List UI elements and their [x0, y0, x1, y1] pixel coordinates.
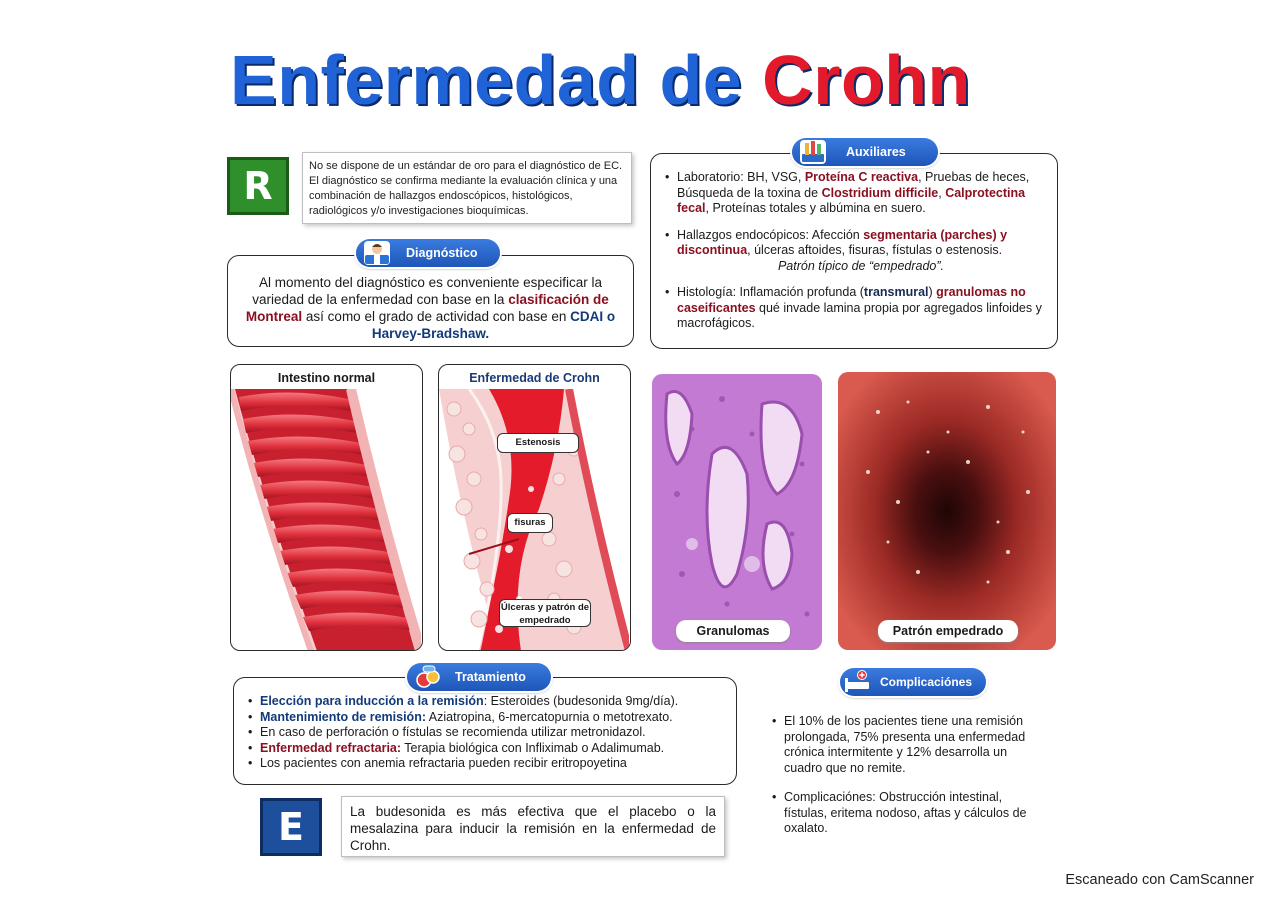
- intestino-normal-panel: [230, 364, 423, 651]
- tx-mantenimiento: [260, 710, 726, 726]
- intestino-normal-title: Intestino normal: [277, 371, 376, 385]
- tratamiento-header: [407, 663, 551, 691]
- aux-laboratorio: [677, 170, 1045, 217]
- aux-lab-clostridium: Clostridium difficile: [821, 185, 939, 200]
- callout-estenosis: Estenosis: [497, 433, 579, 453]
- doctor-icon: [364, 241, 390, 265]
- dx-keyword-cdai: CDAI o Harvey-Bradshaw.: [371, 309, 616, 341]
- aux-histologia: [677, 285, 1045, 332]
- patron-empedrado-image: [838, 372, 1056, 650]
- aux-lab-text-2: , Pruebas de heces, Búsqueda de la toxina de: [677, 170, 1030, 200]
- tratamiento-box: [233, 677, 737, 785]
- tx-induccion-key: Elección para inducción a la remisión: [260, 694, 484, 708]
- evidence-note: La budesonida es más efectiva que el placebo o la mesalazina para inducir la remisión en la enfermedad de Crohn.: [341, 796, 725, 857]
- aux-lab-text-4: , Proteínas totales y albúmina en suero.: [705, 201, 926, 215]
- tx-induccion: [260, 694, 726, 710]
- aux-endo-text-1: Hallazgos endocópicos: Afección: [677, 227, 864, 242]
- tx-induccion-text: : Esteroides (budesonida 9mg/día).: [483, 694, 679, 708]
- auxiliares-header: [792, 138, 938, 166]
- aux-lab-calprotectina: Calprotectina fecal: [677, 185, 1026, 215]
- tx-refractaria: [260, 741, 726, 757]
- aux-histo-text-2: ): [928, 285, 937, 299]
- intestino-normal-illustration: [231, 389, 421, 651]
- aux-histo-transmural: transmural: [863, 285, 929, 299]
- lab-tubes-icon: [800, 140, 826, 164]
- complicaciones-header: [840, 668, 986, 696]
- granulomas-caption: Granulomas: [676, 620, 790, 642]
- hospital-bed-icon: [844, 670, 870, 694]
- auxiliares-box: [650, 153, 1058, 349]
- tx-refractaria-text: Terapia biológica con Infliximab o Adalimumab.: [401, 740, 665, 755]
- tx-refractaria-key: Enfermedad refractaria:: [260, 740, 402, 755]
- comp-lista: • Complicaciónes: Obstrucción intestinal, fístulas, eritema nodoso, aftas y cálculos de oxalato.: [784, 790, 1040, 837]
- aux-endo-segmentaria: segmentaria (parches) y discontinua: [677, 227, 1008, 257]
- recommendation-note: No se dispone de un estándar de oro para el diagnóstico de EC. El diagnóstico se confirma mediante la evaluación clínica y una combinación de hallazgos endoscópicos, histológicos, radiológicos y/o investigaciones bioquímicas.: [302, 152, 632, 224]
- endoscopy-illustration: [838, 372, 1056, 650]
- diagnostico-label: Diagnóstico: [406, 246, 478, 260]
- diagnostico-header: [356, 239, 500, 267]
- recommendation-badge: R: [227, 157, 289, 215]
- aux-histo-granulomas: granulomas no caseificantes: [677, 285, 1026, 315]
- aux-histo-text-3: qué invade lamina propia por agregados linfoides y macrofágicos.: [677, 300, 1042, 330]
- aux-lab-text-1: Laboratorio: BH, VSG,: [677, 170, 805, 184]
- evidence-badge: E: [260, 798, 322, 856]
- enfermedad-crohn-panel: [438, 364, 631, 651]
- aux-endo-empedrado: Patrón típico de “empedrado”.: [777, 258, 945, 273]
- tx-perforacion: • En caso de perforación o fístulas se recomienda utilizar metronidazol.: [260, 725, 726, 741]
- aux-endo-text-2: , úlceras aftoides, fisuras, fístulas o estenosis.: [747, 243, 1003, 257]
- empedrado-caption: Patrón empedrado: [878, 620, 1018, 642]
- tx-mantenimiento-key: Mantenimiento de remisión:: [260, 709, 426, 724]
- dx-keyword-montreal: clasificación de Montreal: [245, 292, 609, 324]
- complicaciones-label: Complicaciónes: [880, 675, 973, 689]
- dx-text-1: Al momento del diagnóstico es conveniente especificar la variedad de la enfermedad con base en la: [252, 275, 602, 307]
- aux-histo-text-1: Histología: Inflamación profunda (: [677, 285, 864, 299]
- callout-fisuras: fisuras: [507, 513, 553, 533]
- enfermedad-crohn-title: Enfermedad de Crohn: [469, 371, 600, 385]
- scanner-watermark: Escaneado con CamScanner: [1065, 872, 1254, 888]
- granulomas-image: [652, 374, 822, 650]
- histology-illustration: [652, 374, 822, 650]
- complicaciones-text: [770, 714, 1040, 851]
- aux-endoscopicos: [677, 228, 1045, 275]
- tratamiento-label: Tratamiento: [455, 670, 526, 684]
- callout-ulceras: Úlceras y patrón de empedrado: [499, 599, 591, 627]
- diagnostico-box: [227, 255, 634, 347]
- title-part2: Crohn: [762, 41, 971, 119]
- tx-mantenimiento-text: Aziatropina, 6-mercatopurnia o metotrexato.: [426, 709, 673, 724]
- comp-pronostico: • El 10% de los pacientes tiene una remisión prolongada, 75% presenta una enfermedad crónica intermitente y 12% desarrolla un cuadro que no remite.: [784, 714, 1040, 776]
- tx-anemia: • Los pacientes con anemia refractaria pueden recibir eritropoyetina: [260, 756, 726, 772]
- auxiliares-label: Auxiliares: [846, 145, 906, 159]
- aux-lab-text-3: ,: [938, 185, 946, 200]
- aux-lab-pcr: Proteína C reactiva: [804, 170, 919, 184]
- pills-icon: [415, 665, 441, 689]
- page-title: [230, 40, 971, 120]
- dx-text-2: así como el grado de actividad con base en: [302, 309, 571, 324]
- title-part1: Enfermedad de: [230, 41, 743, 119]
